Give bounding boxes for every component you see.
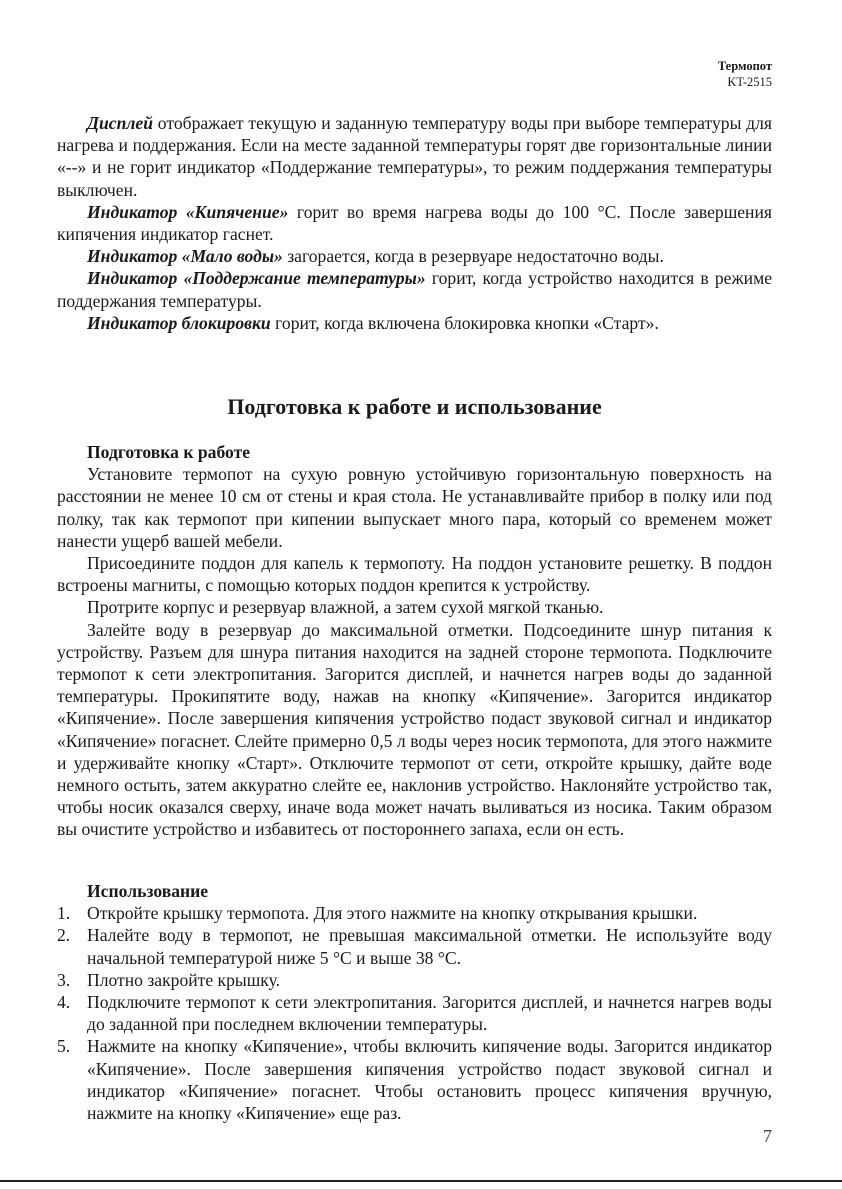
bottom-rule	[0, 1180, 842, 1182]
running-header	[718, 58, 772, 90]
paragraph: Залейте воду в резервуар до максимальной отметки. Подсоедините шнур питания к устройству. Разъем для шнура питания находится на задней стороне термопота. Подключите термопот к сети электропитания. Загорится дисплей, и начнется нагрев воды до заданной температуры. Прокипятите воду, нажав на кнопку «Кипячение». Загорится индикатор «Кипячение». После завершения кипячения устройство подаст звуковой сигнал и индикатор «Кипячение» погаснет. Слейте примерно 0,5 л воды через носик термопота, для этого нажмите и удерживайте кнопку «Старт». Отключите термопот от сети, откройте крышку, дайте воде немного остыть, затем аккуратно слейте ее, наклонив устройство. Наклоняйте устройство так, чтобы носик оказался сверху, иначе вода может начать выливаться из носика. Таким образом вы очистите устройство и избавитесь от постороннего запаха, если он есть.	[57, 619, 772, 840]
subsection-heading: Подготовка к работе	[87, 442, 251, 462]
header-title: Термопот	[717, 59, 772, 73]
paragraph-low-water-indicator: Индикатор «Мало воды» загорается, когда в резервуаре недостаточно воды.	[87, 246, 664, 267]
term: Индикатор «Мало воды»	[87, 246, 283, 267]
term: Индикатор «Кипячение»	[87, 201, 289, 222]
paragraph-boil-indicator: Индикатор «Кипячение» горит во время нагрева воды до 100 °C. После завершения кипячения индикатор гаснет.	[57, 201, 772, 245]
list-item: 3. Плотно закройте крышку.	[57, 969, 281, 990]
term: Дисплей	[87, 113, 154, 133]
usage-steps-list	[57, 902, 772, 1124]
section-title: Подготовка к работе и использование	[227, 394, 602, 419]
list-item: 1. Откройте крышку термопота. Для этого нажмите на кнопку открывания крышки.	[57, 903, 698, 924]
term: Индикатор блокировки	[87, 312, 271, 333]
list-item: 5. Нажмите на кнопку «Кипячение», чтобы включить кипячение воды. Загорится индикатор «Кипячение». После завершения кипячения устройство подаст звуковой сигнал и индикатор «Кипячение» погаснет. Чтобы остановить процесс кипячения вручную, нажмите на кнопку «Кипячение» еще раз.	[57, 1036, 772, 1124]
list-item: 4. Подключите термопот к сети электропитания. Загорится дисплей, и начнется нагрев воды до заданной при последнем включении температуры.	[57, 992, 772, 1035]
paragraph-lock-indicator: Индикатор блокировки горит, когда включена блокировка кнопки «Старт».	[87, 312, 659, 333]
usage-section	[57, 880, 772, 1124]
page-number: 7	[763, 1126, 772, 1146]
paragraph: Установите термопот на сухую ровную устойчивую горизонтальную поверхность на расстоянии не менее 10 см от стены и края стола. Не устанавливайте прибор в полку или под полку, так как термопот при кипении выпускает много пара, который со временем может нанести ущерб вашей мебели.	[57, 464, 772, 551]
subsection-heading: Использование	[87, 881, 209, 901]
header-model: KT-2515	[727, 75, 772, 89]
term: Индикатор «Поддержание температуры»	[87, 268, 426, 289]
paragraph-display: Дисплей отображает текущую и заданную температуру воды при выборе температуры для нагрева и поддержания. Если на месте заданной температуры горят две горизонтальные линии «--» и не горит индикатор «Поддержание температуры», то режим поддержания температуры выключен.	[57, 113, 772, 200]
paragraph: Присоедините поддон для капель к термопоту. На поддон установите решетку. В поддон встроены магниты, с помощью которых поддон крепится к устройству.	[57, 553, 772, 596]
paragraph: Протрите корпус и резервуар влажной, а затем сухой мягкой тканью.	[87, 597, 604, 618]
paragraph-keep-warm-indicator: Индикатор «Поддержание температуры» горит, когда устройство находится в режиме поддержания температуры.	[57, 268, 773, 311]
indicators-description	[57, 112, 772, 334]
preparation-section	[57, 441, 772, 841]
list-item: 2. Налейте воду в термопот, не превышая максимальной отметки. Не используйте воду начальной температурой ниже 5 °C и выше 38 °C.	[57, 925, 772, 968]
